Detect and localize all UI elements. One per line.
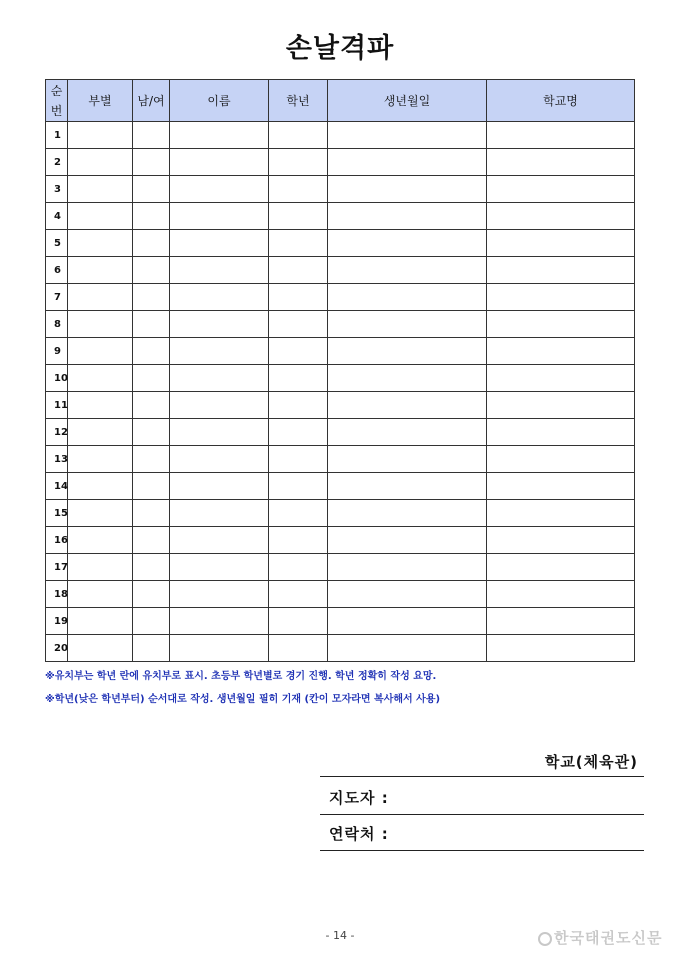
table-row [46, 581, 635, 608]
instructor-label: 지도자 : [329, 789, 389, 807]
cell-grade[interactable] [269, 608, 328, 635]
cell-name[interactable] [170, 203, 269, 230]
table-row [46, 230, 635, 257]
table-row [46, 365, 635, 392]
row-number: 13 [46, 446, 68, 473]
cell-birthdate[interactable] [328, 203, 487, 230]
cell-birthdate[interactable] [328, 392, 487, 419]
cell-division[interactable] [68, 554, 133, 581]
cell-school[interactable] [487, 635, 635, 662]
row-number: 3 [46, 176, 68, 203]
cell-name[interactable] [170, 338, 269, 365]
cell-grade[interactable] [269, 203, 328, 230]
cell-grade[interactable] [269, 635, 328, 662]
cell-grade[interactable] [269, 122, 328, 149]
cell-gender[interactable] [133, 554, 170, 581]
cell-division[interactable] [68, 527, 133, 554]
cell-gender[interactable] [133, 203, 170, 230]
watermark-logo-icon [538, 932, 552, 946]
cell-school[interactable] [487, 446, 635, 473]
cell-school[interactable] [487, 122, 635, 149]
cell-grade[interactable] [269, 527, 328, 554]
cell-birthdate[interactable] [328, 365, 487, 392]
instructor-field-line[interactable] [320, 814, 644, 815]
cell-division[interactable] [68, 608, 133, 635]
cell-name[interactable] [170, 500, 269, 527]
cell-grade[interactable] [269, 149, 328, 176]
cell-division[interactable] [68, 122, 133, 149]
cell-division[interactable] [68, 257, 133, 284]
cell-grade[interactable] [269, 473, 328, 500]
cell-gender[interactable] [133, 419, 170, 446]
cell-name[interactable] [170, 392, 269, 419]
cell-gender[interactable] [133, 581, 170, 608]
cell-name[interactable] [170, 635, 269, 662]
cell-name[interactable] [170, 554, 269, 581]
row-number: 9 [46, 338, 68, 365]
header-seq [46, 80, 68, 122]
cell-division[interactable] [68, 230, 133, 257]
table-row [46, 392, 635, 419]
cell-gender[interactable] [133, 527, 170, 554]
cell-grade[interactable] [269, 392, 328, 419]
cell-gender[interactable] [133, 122, 170, 149]
contact-field-line[interactable] [320, 850, 644, 851]
cell-birthdate[interactable] [328, 284, 487, 311]
entry-table [45, 79, 635, 662]
cell-gender[interactable] [133, 149, 170, 176]
cell-name[interactable] [170, 122, 269, 149]
cell-name[interactable] [170, 284, 269, 311]
table-body [46, 122, 635, 662]
cell-gender[interactable] [133, 473, 170, 500]
cell-name[interactable] [170, 230, 269, 257]
cell-school[interactable] [487, 608, 635, 635]
cell-birthdate[interactable] [328, 581, 487, 608]
cell-division[interactable] [68, 419, 133, 446]
cell-division[interactable] [68, 473, 133, 500]
row-number: 5 [46, 230, 68, 257]
note-order: ※학년(낮은 학년부터) 순서대로 작성. 생년월일 필히 기재 (칸이 모자라면 복사해서 사용) [45, 694, 441, 705]
table-header-row [46, 80, 635, 122]
cell-school[interactable] [487, 500, 635, 527]
table-row [46, 554, 635, 581]
divider-line [320, 776, 644, 777]
cell-gender[interactable] [133, 608, 170, 635]
table-row [46, 338, 635, 365]
header-grade: 학년 [269, 80, 328, 122]
cell-school[interactable] [487, 473, 635, 500]
cell-grade[interactable] [269, 311, 328, 338]
header-division: 부별 [68, 80, 133, 122]
cell-school[interactable] [487, 365, 635, 392]
cell-grade[interactable] [269, 284, 328, 311]
cell-school[interactable] [487, 176, 635, 203]
header-birthdate: 생년월일 [328, 80, 487, 122]
table-row [46, 419, 635, 446]
watermark [538, 927, 662, 948]
cell-birthdate[interactable] [328, 473, 487, 500]
header-gender: 남/여 [133, 80, 170, 122]
school-label: 학교(체육관) [544, 753, 638, 771]
cell-division[interactable] [68, 446, 133, 473]
table-row [46, 500, 635, 527]
header-seq-top: 순 [50, 83, 63, 98]
cell-name[interactable] [170, 446, 269, 473]
cell-school[interactable] [487, 149, 635, 176]
row-number: 10 [46, 365, 68, 392]
cell-division[interactable] [68, 149, 133, 176]
cell-birthdate[interactable] [328, 608, 487, 635]
table-row [46, 176, 635, 203]
cell-name[interactable] [170, 365, 269, 392]
cell-birthdate[interactable] [328, 311, 487, 338]
cell-grade[interactable] [269, 554, 328, 581]
cell-school[interactable] [487, 581, 635, 608]
cell-birthdate[interactable] [328, 527, 487, 554]
row-number: 7 [46, 284, 68, 311]
cell-school[interactable] [487, 392, 635, 419]
cell-school[interactable] [487, 311, 635, 338]
cell-grade[interactable] [269, 230, 328, 257]
cell-school[interactable] [487, 257, 635, 284]
cell-school[interactable] [487, 419, 635, 446]
table-row [46, 311, 635, 338]
cell-grade[interactable] [269, 419, 328, 446]
table-row [46, 257, 635, 284]
cell-birthdate[interactable] [328, 554, 487, 581]
cell-birthdate[interactable] [328, 419, 487, 446]
cell-grade[interactable] [269, 500, 328, 527]
cell-birthdate[interactable] [328, 149, 487, 176]
table-row [46, 473, 635, 500]
cell-birthdate[interactable] [328, 257, 487, 284]
row-number: 14 [46, 473, 68, 500]
header-seq-bottom: 번 [50, 103, 63, 118]
cell-gender[interactable] [133, 284, 170, 311]
watermark-text: 한국태권도신문 [554, 929, 663, 947]
header-name: 이름 [170, 80, 269, 122]
row-number: 12 [46, 419, 68, 446]
cell-gender[interactable] [133, 635, 170, 662]
cell-school[interactable] [487, 338, 635, 365]
cell-name[interactable] [170, 176, 269, 203]
row-number: 15 [46, 500, 68, 527]
cell-division[interactable] [68, 581, 133, 608]
row-number: 1 [46, 122, 68, 149]
row-number: 19 [46, 608, 68, 635]
page-title: 손날격파 [285, 33, 395, 64]
cell-grade[interactable] [269, 257, 328, 284]
cell-birthdate[interactable] [328, 635, 487, 662]
cell-birthdate[interactable] [328, 122, 487, 149]
cell-school[interactable] [487, 554, 635, 581]
cell-division[interactable] [68, 311, 133, 338]
cell-name[interactable] [170, 311, 269, 338]
row-number: 18 [46, 581, 68, 608]
cell-division[interactable] [68, 392, 133, 419]
cell-name[interactable] [170, 581, 269, 608]
row-number: 11 [46, 392, 68, 419]
cell-grade[interactable] [269, 176, 328, 203]
cell-gender[interactable] [133, 338, 170, 365]
cell-school[interactable] [487, 284, 635, 311]
cell-division[interactable] [68, 635, 133, 662]
note-kindergarten: ※유치부는 학년 란에 유치부로 표시. 초등부 학년별로 경기 진행. 학년 정확히 작성 요망. [45, 671, 437, 682]
cell-division[interactable] [68, 365, 133, 392]
cell-gender[interactable] [133, 392, 170, 419]
cell-school[interactable] [487, 527, 635, 554]
cell-name[interactable] [170, 257, 269, 284]
cell-name[interactable] [170, 527, 269, 554]
cell-grade[interactable] [269, 446, 328, 473]
cell-school[interactable] [487, 203, 635, 230]
row-number: 6 [46, 257, 68, 284]
cell-birthdate[interactable] [328, 176, 487, 203]
cell-gender[interactable] [133, 446, 170, 473]
cell-gender[interactable] [133, 230, 170, 257]
table-row [46, 122, 635, 149]
cell-birthdate[interactable] [328, 338, 487, 365]
row-number: 8 [46, 311, 68, 338]
table-row [46, 284, 635, 311]
cell-division[interactable] [68, 203, 133, 230]
cell-birthdate[interactable] [328, 500, 487, 527]
page-number: - 14 - [325, 929, 355, 942]
cell-name[interactable] [170, 473, 269, 500]
cell-gender[interactable] [133, 311, 170, 338]
cell-name[interactable] [170, 149, 269, 176]
table-row [46, 149, 635, 176]
contact-label: 연락처 : [329, 825, 389, 843]
cell-grade[interactable] [269, 365, 328, 392]
table-row [46, 608, 635, 635]
table-row [46, 527, 635, 554]
cell-division[interactable] [68, 500, 133, 527]
table-row [46, 446, 635, 473]
cell-birthdate[interactable] [328, 230, 487, 257]
table-row [46, 203, 635, 230]
header-school: 학교명 [487, 80, 635, 122]
cell-grade[interactable] [269, 581, 328, 608]
cell-name[interactable] [170, 419, 269, 446]
row-number: 4 [46, 203, 68, 230]
row-number: 2 [46, 149, 68, 176]
cell-division[interactable] [68, 176, 133, 203]
row-number: 16 [46, 527, 68, 554]
row-number: 17 [46, 554, 68, 581]
cell-school[interactable] [487, 230, 635, 257]
cell-gender[interactable] [133, 176, 170, 203]
cell-grade[interactable] [269, 338, 328, 365]
cell-gender[interactable] [133, 500, 170, 527]
table-row [46, 635, 635, 662]
cell-division[interactable] [68, 338, 133, 365]
cell-name[interactable] [170, 608, 269, 635]
cell-gender[interactable] [133, 257, 170, 284]
row-number: 20 [46, 635, 68, 662]
cell-division[interactable] [68, 284, 133, 311]
cell-birthdate[interactable] [328, 446, 487, 473]
cell-gender[interactable] [133, 365, 170, 392]
